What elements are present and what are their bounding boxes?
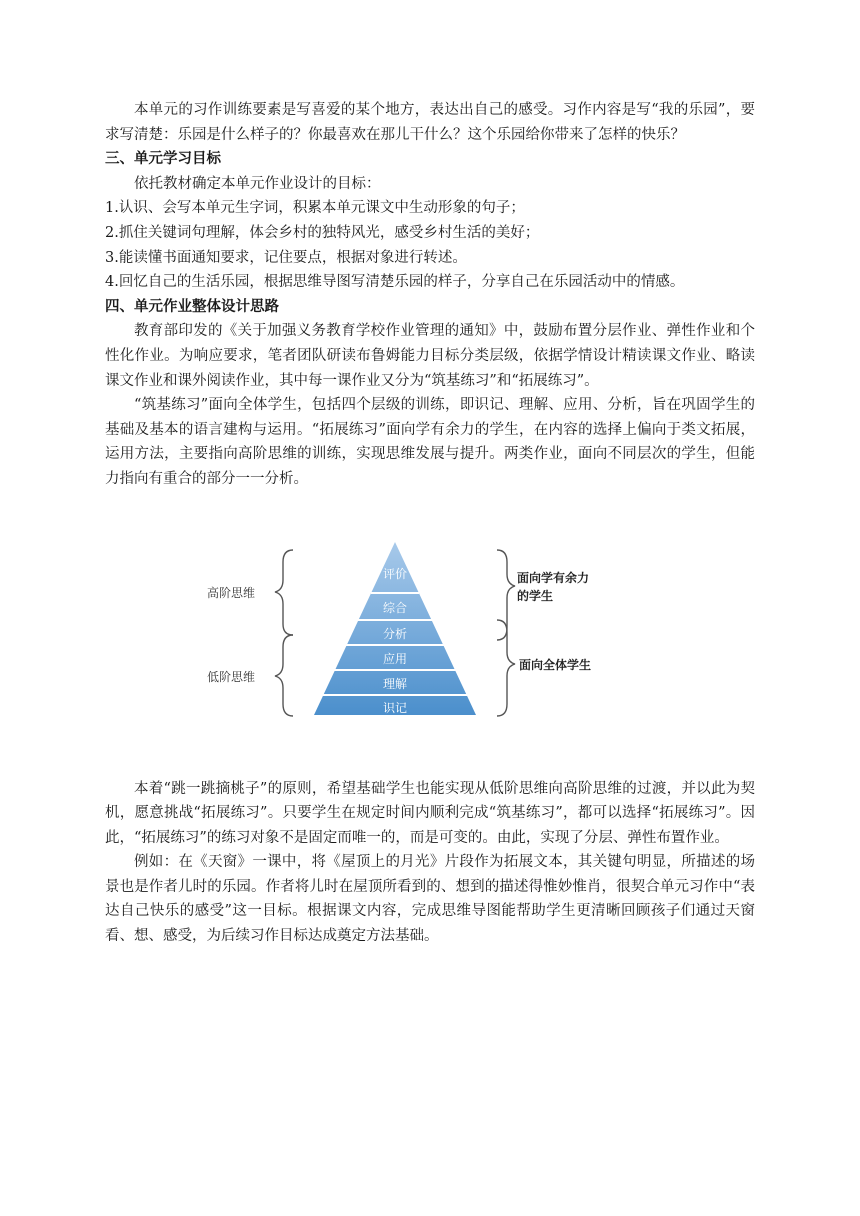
goal-item: 2.抓住关键词句理解，体会乡村的独特风光，感受乡村生活的美好； [105, 224, 540, 241]
left-bracket-low [275, 635, 293, 716]
section-heading-4: 四、单元作业整体设计思路 [105, 297, 279, 315]
goal-item: 1.认识、会写本单元生字词，积累本单元课文中生动形象的句子； [105, 200, 525, 217]
design-paragraph-2: “筑基练习”面向全体学生，包括四个层级的训练，即识记、理解、应用、分析，旨在巩固学生的基础及基本的语言建构与运用。“拓展练习”面向学有余力的学生，在内容的选择上偏向于类文拓展，运用方法，主要指向高阶思维的训练，实现思维发展与提升。两类作业，面向不同层次的学生，但能力指向有重合的部分一一分析。 [105, 397, 755, 487]
goals-intro: 依托教材确定本单元作业设计的目标： [134, 175, 381, 192]
level-label-understand: 理解 [382, 676, 407, 691]
all-students-label: 面向全体学生 [519, 657, 592, 672]
high-order-label: 高阶思维 [207, 585, 256, 600]
section-heading-3: 三、单元学习目标 [105, 150, 221, 168]
level-label-evaluate: 评价 [382, 566, 407, 581]
bloom-pyramid-figure [105, 532, 755, 777]
intro-paragraph: 本单元的习作训练要素是写喜爱的某个地方，表达出自己的感受。习作内容是写“我的乐园”，要求写清楚：乐园是什么样子的？你最喜欢在那儿干什么？这个乐园给你带来了怎样的快乐？ [105, 102, 755, 143]
pyramid-diagram [105, 532, 755, 732]
level-label-synthesis: 综合 [382, 600, 407, 615]
after-figure-paragraph-1: 本着“跳一跳摘桃子”的原则，希望基础学生也能实现从低阶思维向高阶思维的过渡，并以此为契机，愿意挑战“拓展练习”。只要学生在规定时间内顺利完成“筑基练习”，都可以选择“拓展练习”。因此，“拓展练习”的练习对象不是固定而唯一的，而是可变的。由此，实现了分层、弹性布置作业。 [105, 780, 755, 846]
after-figure-paragraph-2: 例如：在《天窗》一课中，将《屋顶上的月光》片段作为拓展文本，其关键句明显，所描述的场景也是作者儿时的乐园。作者将儿时在屋顶所看到的、想到的描述得惟妙惟肖，很契合单元习作中“表达自己快乐的感受”这一目标。根据课文内容，完成思维导图能帮助学生更清晰回顾孩子们通过天窗看、想、感受，为后续习作目标达成奠定方法基础。 [105, 854, 755, 945]
low-order-label: 低阶思维 [207, 669, 256, 684]
design-paragraph-1: 教育部印发的《关于加强义务教育学校作业管理的通知》中，鼓励布置分层作业、弹性作业和个性化作业。为响应要求，笔者团队研读布鲁姆能力目标分类层级，依据学情设计精读课文作业、略读课文作业和课外阅读作业，其中每一课作业又分为“筑基练习”和“拓展练习”。 [105, 323, 755, 389]
goal-item: 3.能读懂书面通知要求，记住要点，根据对象进行转述。 [105, 249, 467, 266]
level-label-remember: 识记 [382, 700, 407, 715]
advanced-students-label-2: 的学生 [517, 588, 554, 603]
left-bracket-high [275, 550, 293, 635]
level-label-apply: 应用 [382, 651, 407, 666]
advanced-students-label-1: 面向学有余力 [517, 570, 590, 585]
document-page [105, 98, 755, 949]
goal-item: 4.回忆自己的生活乐园，根据思维导图写清楚乐园的样子，分享自己在乐园活动中的情感。 [105, 274, 685, 291]
level-label-analysis: 分析 [382, 626, 407, 641]
